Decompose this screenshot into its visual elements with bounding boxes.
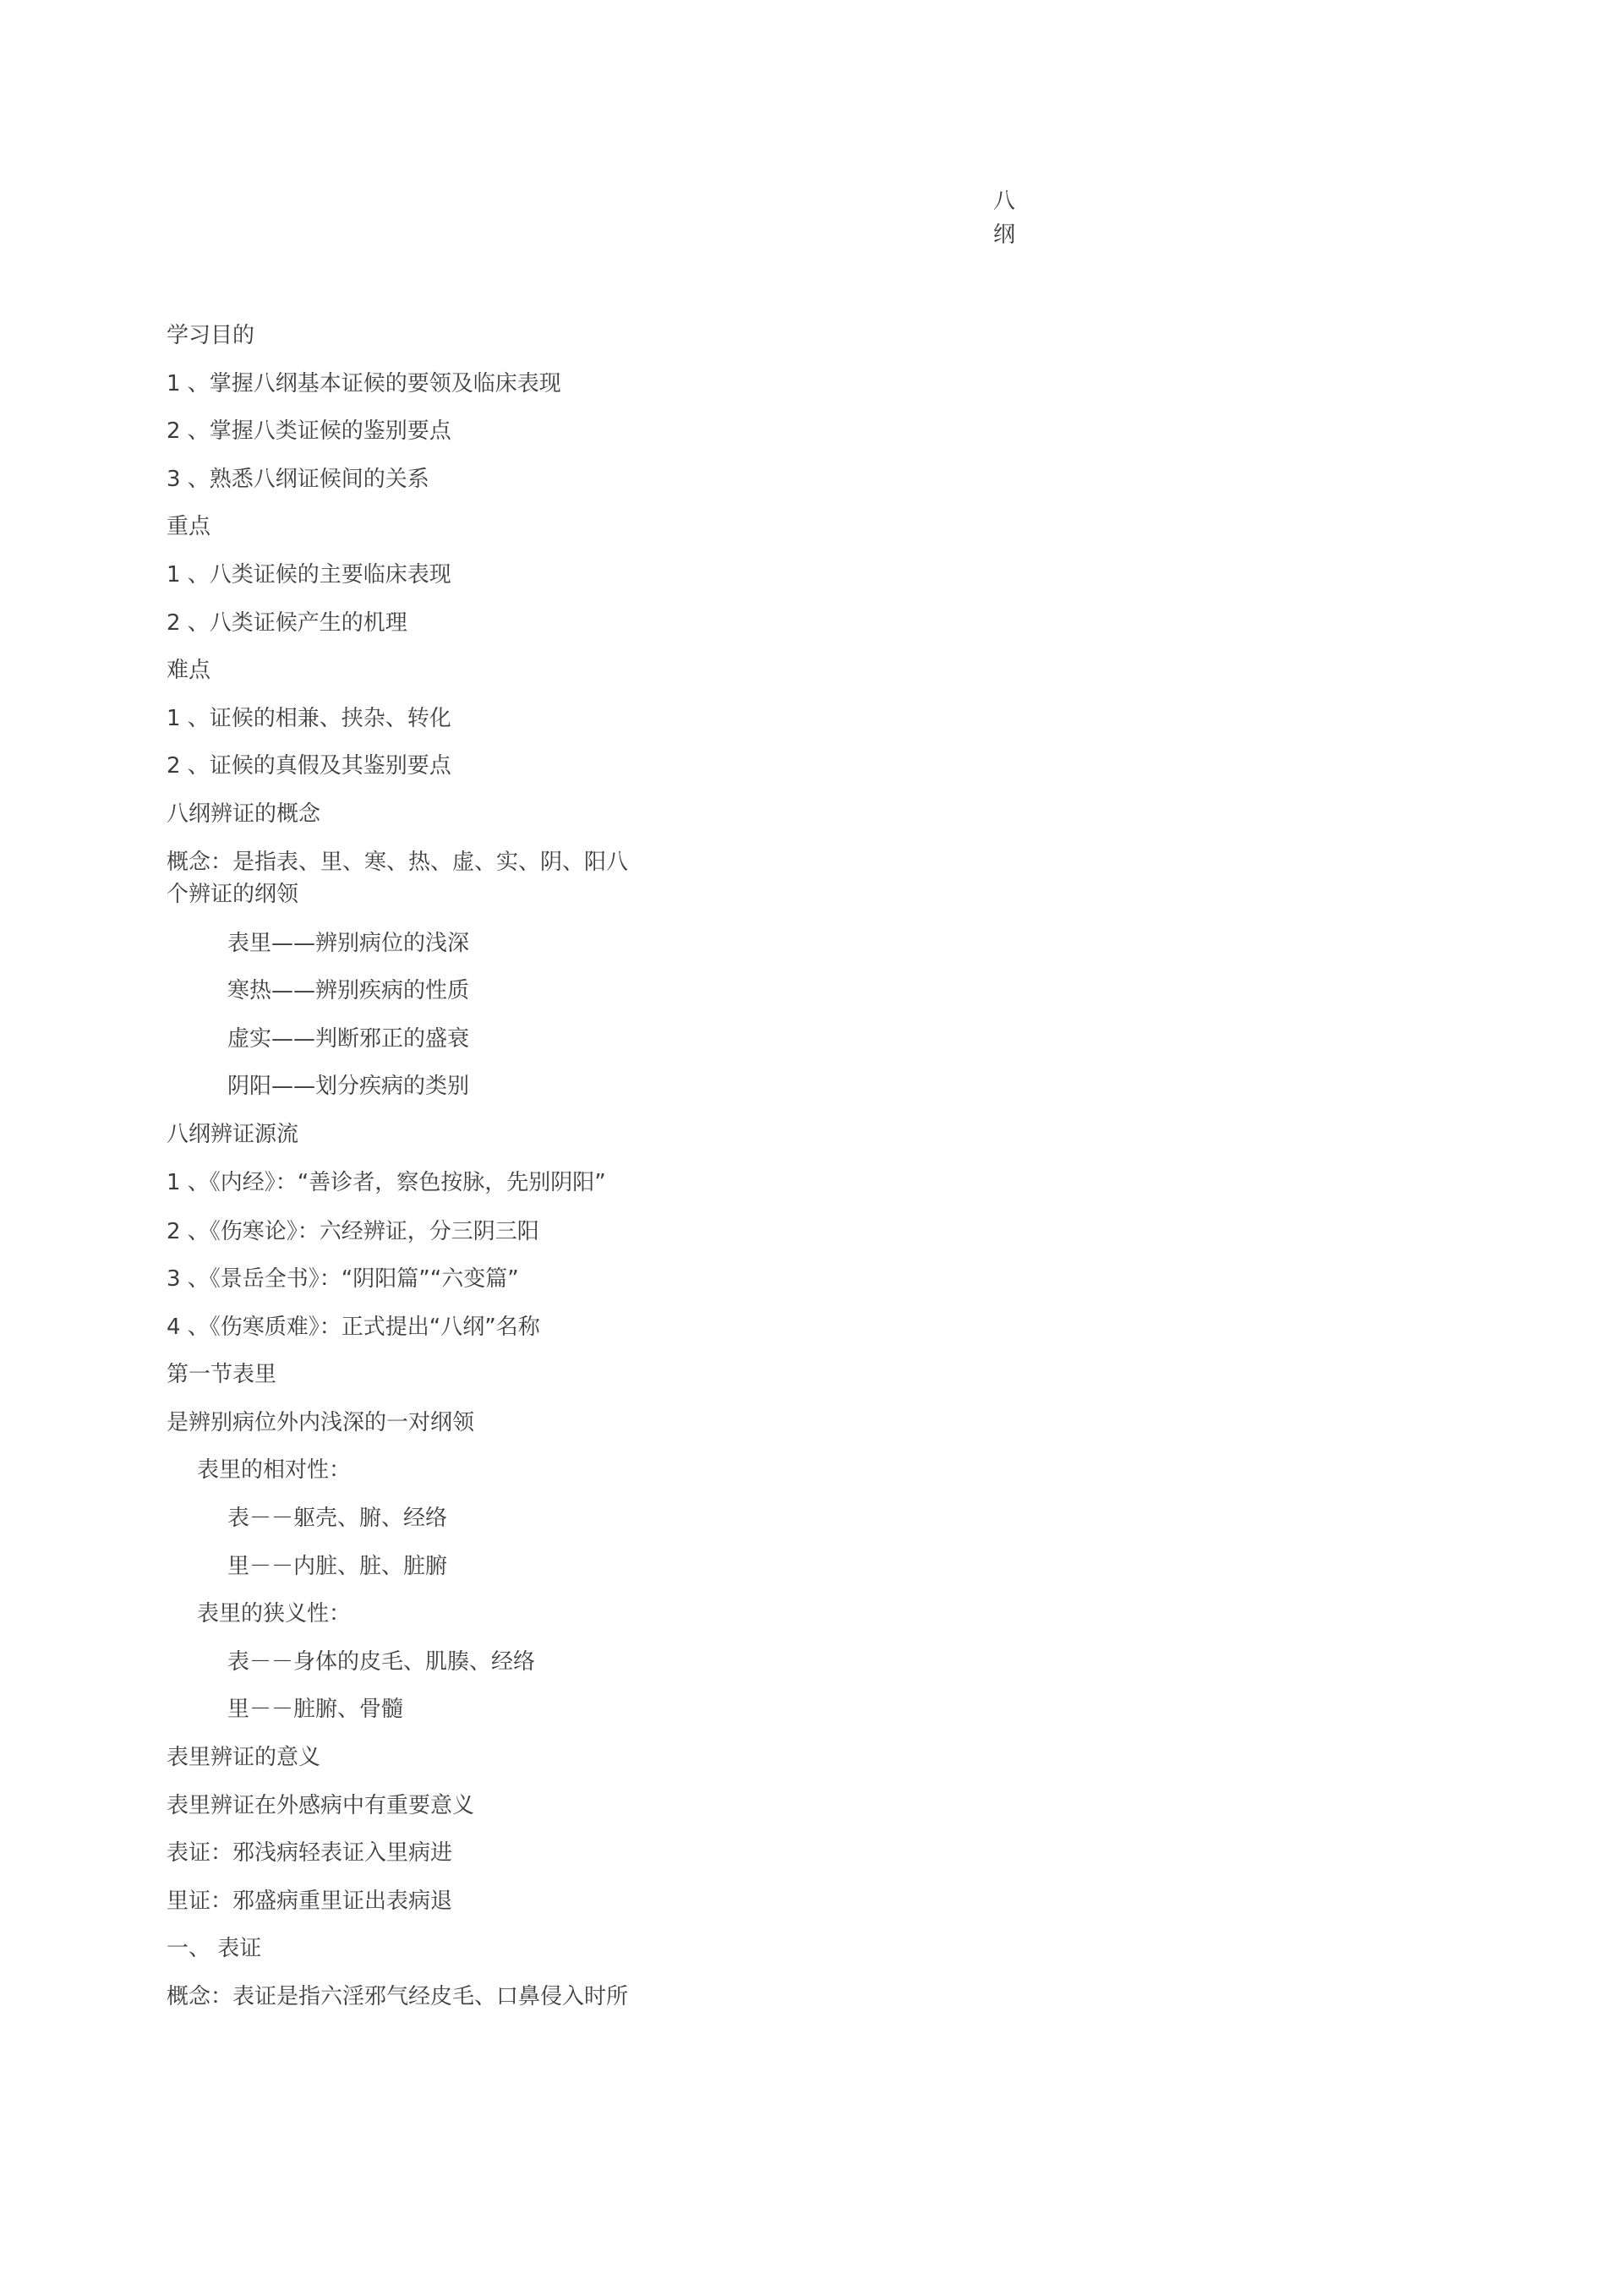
text-line: 表－－身体的皮毛、肌腠、经络 — [227, 1648, 536, 1675]
document-title — [987, 184, 1021, 252]
text-line: 1 、证候的相兼、挟杂、转化 — [167, 705, 451, 731]
text-line: 4 、《伤寒质难》：正式提出“八纲”名称 — [167, 1314, 540, 1340]
text-line: 表里——辨别病位的浅深 — [227, 930, 470, 956]
text-line: 1 、八类证候的主要临床表现 — [167, 561, 451, 588]
text-line: 八纲辨证源流 — [167, 1121, 299, 1147]
text-line: 表证：邪浅病轻表证入里病进 — [167, 1840, 453, 1867]
text-line: 1 、《内经》：“善诊者，察色按脉，先别阴阳” — [167, 1169, 606, 1195]
text-line: 2 、八类证候产生的机理 — [167, 610, 407, 636]
text-line: 是辨别病位外内浅深的一对纲领 — [167, 1409, 475, 1435]
text-line: 表里的相对性： — [197, 1457, 352, 1484]
text-line: 学习目的 — [167, 323, 255, 348]
text-line: 阴阳——划分疾病的类别 — [227, 1074, 470, 1100]
text-line: 2 、证候的真假及其鉴别要点 — [167, 753, 451, 779]
text-line: 2 、《伤寒论》：六经辨证，分三阴三阳 — [167, 1218, 539, 1244]
text-line: 2 、掌握八类证候的鉴别要点 — [167, 418, 451, 445]
text-line: 表里辨证在外感病中有重要意义 — [167, 1792, 475, 1818]
text-line: 第一节表里 — [167, 1362, 277, 1388]
text-line: 3 、熟悉八纲证候间的关系 — [167, 466, 429, 492]
text-line: 里证：邪盛病重里证出表病退 — [167, 1888, 453, 1914]
text-line: 八纲辨证的概念 — [167, 801, 321, 827]
title-char: 八 — [992, 189, 1015, 214]
text-line: 3 、《景岳全书》：“阴阳篇”“六变篇” — [167, 1266, 519, 1293]
document-body — [167, 320, 640, 2030]
text-line: 1 、掌握八纲基本证候的要领及临床表现 — [167, 370, 561, 396]
text-line: 表－－躯壳、腑、经络 — [227, 1506, 448, 1532]
text-line: 表里辨证的意义 — [167, 1745, 321, 1771]
text-line: 难点 — [167, 658, 211, 684]
text-line: 表里的狭义性： — [197, 1601, 352, 1627]
text-line: 里－－内脏、脏、脏腑 — [227, 1553, 448, 1579]
text-line: 虚实——判断邪正的盛衰 — [227, 1025, 470, 1052]
text-line: 寒热——辨别疾病的性质 — [227, 978, 470, 1004]
text-line: 概念：是指表、里、寒、热、虚、实、阴、阳八个辨证的纲领 — [167, 849, 629, 907]
text-line: 里－－脏腑、骨髓 — [227, 1697, 404, 1723]
title-char: 纲 — [992, 222, 1015, 248]
text-line: 重点 — [167, 514, 211, 540]
text-line: 一、 表证 — [167, 1936, 262, 1962]
text-line: 概念：表证是指六淫邪气经皮毛、口鼻侵入时所 — [167, 1984, 629, 2009]
